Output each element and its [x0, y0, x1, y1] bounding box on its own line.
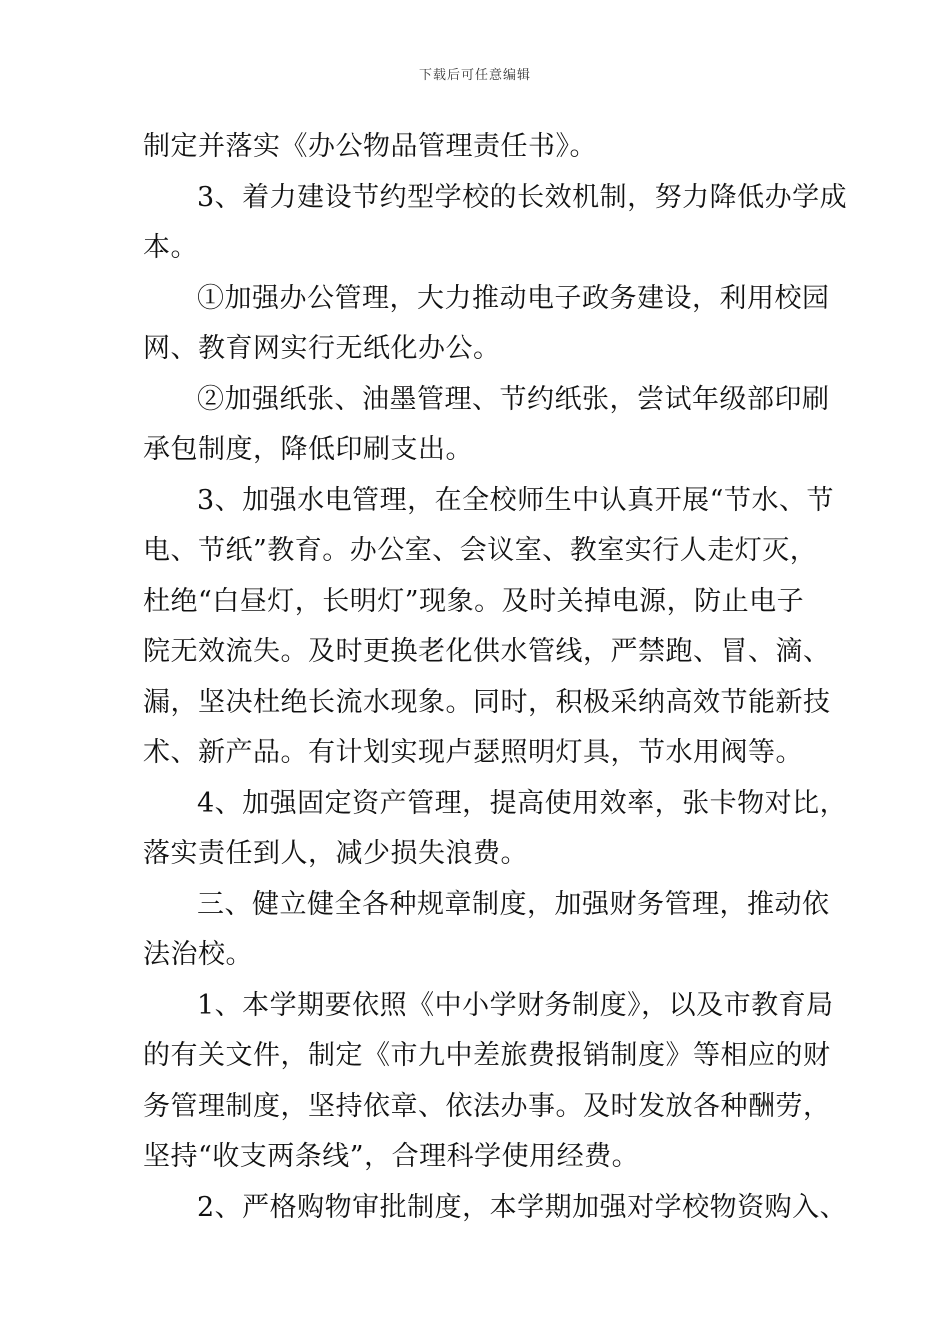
text-line: 的有关文件，制定《市九中差旅费报销制度》等相应的财 [143, 1040, 831, 1071]
text-line: 杜绝“白昼灯，长明灯”现象。及时关掉电源，防止电子 [143, 585, 805, 617]
document-body [143, 122, 848, 1233]
text-line: 本。 [143, 232, 198, 263]
text-line: 务管理制度，坚持依章、依法办事。及时发放各种酬劳， [143, 1090, 831, 1122]
text-line: ②加强纸张、油墨管理、节约纸张，尝试年级部印刷 [197, 383, 830, 415]
text-line: 4、加强固定资产管理，提高使用效率，张卡物对比， [197, 787, 848, 819]
text-line: 1、本学期要依照《中小学财务制度》，以及市教育局 [197, 989, 834, 1021]
text-line: 2、严格购物审批制度，本学期加强对学校物资购入、 [197, 1191, 848, 1223]
text-line: 坚持“收支两条线”，合理科学使用经费。 [143, 1141, 640, 1172]
text-line: 制定并落实《办公物品管理责任书》。 [143, 131, 597, 162]
text-line: ①加强办公管理，大力推动电子政务建设，利用校园 [197, 282, 830, 314]
text-line: 3、加强水电管理，在全校师生中认真开展“节水、节 [197, 484, 834, 516]
text-line: 承包制度，降低印刷支出。 [143, 434, 473, 465]
text-line: 3、着力建设节约型学校的长效机制，努力降低办学成 [197, 181, 848, 213]
text-line: 术、新产品。有计划实现卢瑟照明灯具，节水用阀等。 [143, 737, 803, 768]
text-line: 院无效流失。及时更换老化供水管线，严禁跑、冒、滴、 [143, 636, 831, 667]
text-line: 法治校。 [143, 939, 253, 970]
page-header: 下载后可任意编辑 [418, 68, 531, 83]
text-line: 网、教育网实行无纸化办公。 [143, 333, 501, 364]
text-line: 漏，坚决杜绝长流水现象。同时，积极采纳高效节能新技 [143, 686, 831, 718]
text-line: 三、健立健全各种规章制度，加强财务管理，推动依 [197, 888, 830, 920]
text-line: 落实责任到人，减少损失浪费。 [143, 838, 528, 869]
text-line: 电、节纸”教育。办公室、会议室、教室实行人走灯灭， [143, 535, 818, 566]
